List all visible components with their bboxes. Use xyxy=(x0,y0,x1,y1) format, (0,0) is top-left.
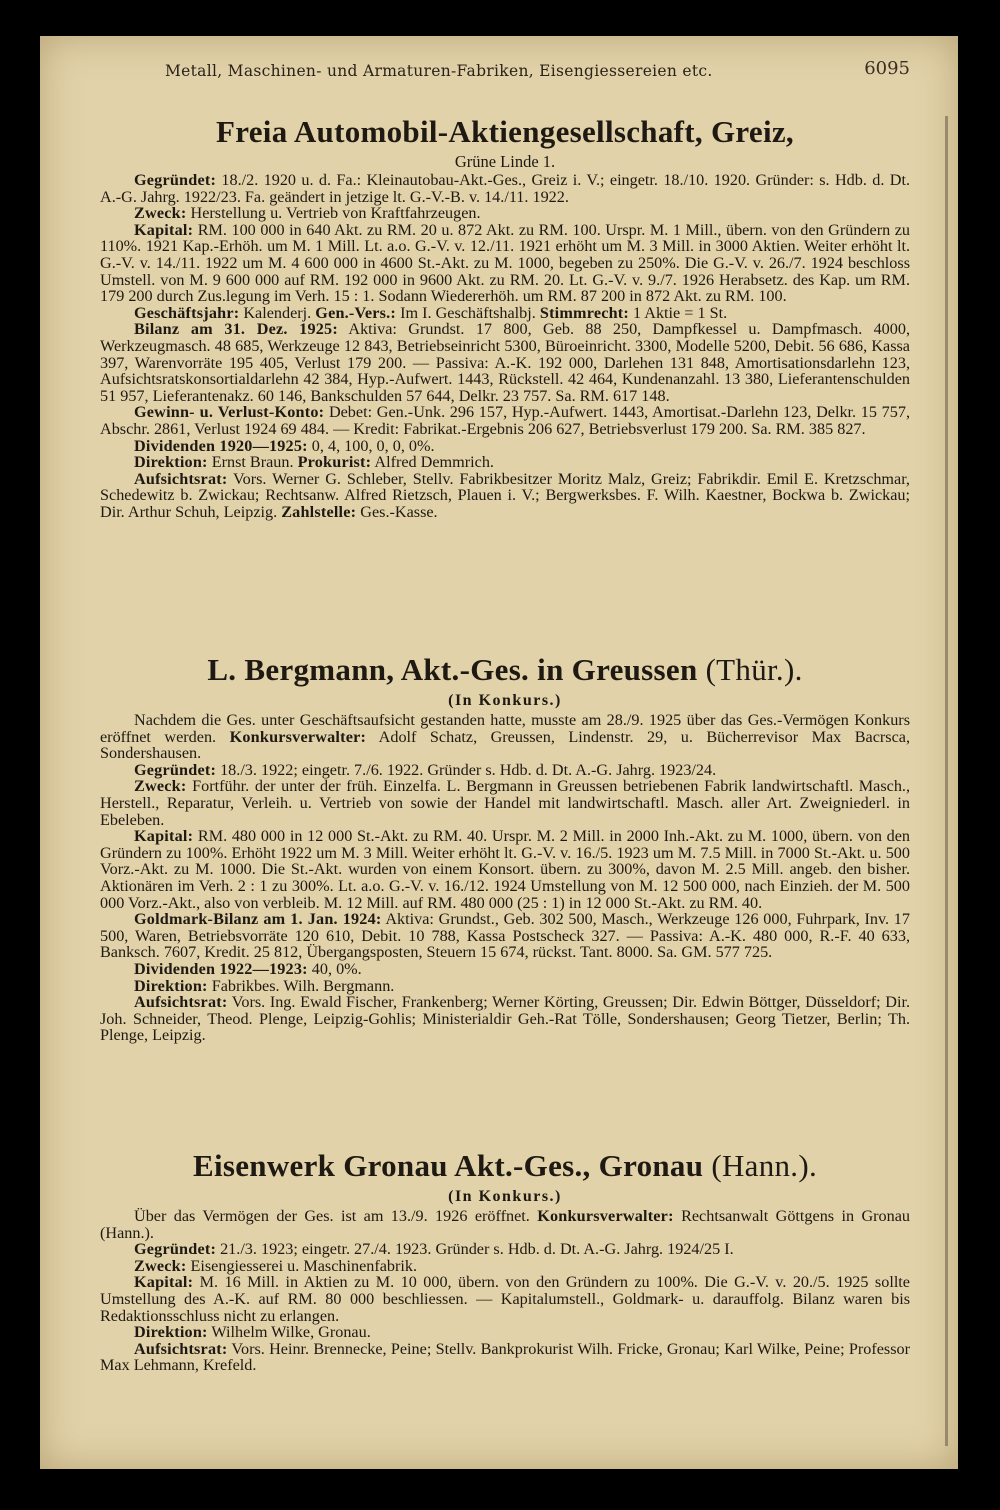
text: Aktiva: Grundst. 17 800, Geb. 88 250, Dampfkessel u. Dampfmasch. 4000, Werkzeugmasch. 48 685, Werkzeuge 12 843, Betriebseinricht 5300, Büroeinricht. 3300, Modelle 5200, Debit. 56 686, Kassa 397, Warenvorräte 195 405, Verlust 179 200. — Passiva: A.-K. 192 000, Darlehen 131 848, Amortisationsdarlehn 123, Aufsichtsratskonsortialdarlehn 42 384, Hyp.-Aufwert. 1443, Rückstell. 42 464, Kundenanzahl. 13 380, Lieferantenschulden 51 957, Lieferantenakz. 60 146, Bankschulden 57 644, Delkr. 23 757. Sa. RM. 617 148. xyxy=(100,320,911,405)
label: Aufsichtsrat: xyxy=(134,469,228,488)
text: 18./3. 1922; eingetr. 7./6. 1922. Gründer s. Hdb. d. Dt. A.-G. Jahrg. 1923/24. xyxy=(220,760,717,779)
section-direktion xyxy=(100,1324,910,1341)
label: Zweck: xyxy=(134,777,187,796)
text: 40, 0%. xyxy=(311,959,362,978)
section-kapital xyxy=(100,222,910,305)
text: Ernst Braun. xyxy=(211,453,294,472)
section-dividenden xyxy=(100,438,910,455)
section-zweck xyxy=(100,1258,910,1275)
label: Kapital: xyxy=(134,220,194,239)
section-geschaeftsjahr xyxy=(100,305,910,322)
section-intro xyxy=(100,712,910,762)
section-direktion xyxy=(100,978,910,995)
label: Gegründet: xyxy=(134,760,217,779)
margin-rule xyxy=(945,116,948,1446)
company-region: (Hann.). xyxy=(711,1148,818,1183)
label: Gegründet: xyxy=(134,171,217,189)
text: 0, 4, 100, 0, 0, 0%. xyxy=(311,436,435,455)
company-address: Grüne Linde 1. xyxy=(454,152,556,171)
text: Herstellung u. Vertrieb von Kraftfahrzeugen. xyxy=(190,204,481,223)
label: Konkursverwalter: xyxy=(537,1207,674,1225)
label: Geschäftsjahr: xyxy=(134,303,240,322)
section-gewinn-verlust xyxy=(100,404,910,437)
text: Vors. Ing. Ewald Fischer, Frankenberg; Werner Körting, Greussen; Dir. Edwin Böttger, Düsseldorf; Dir. Joh. Schneider, Theod. Plenge, Leipzig-Gohlis; Ministerialdir Geh.-Rat Tölle, Sondershausen; Georg Tietzer, Berlin; Th. Plenge, Leipzig. xyxy=(100,993,910,1045)
text: RM. 480 000 in 12 000 St.-Akt. zu RM. 40. Urspr. M. 2 Mill. in 2000 Inh.-Akt. zu M. 1000, übern. von den Gründern zu 100%. Erhöht 1922 um M. 3 Mill. Weiter erhöht lt. G.-V. v. 16./5. 1923 um M. 7.5 Mill. in 7000 St.-Akt. u. 500 Vorz.-Akt. zu M. 1000. Die St.-Akt. wurden von einem Konsort. übern. zu 300%, davon M. 2.5 Mill. angeb. den bisher. Aktionären im Verh. 2 : 1 zu 300%. Lt. a.o. G.-V. v. 16./12. 1924 Umstellung von M. 12 500 000, nach Einzieh. der M. 500 000 Vorz.-Akt., also von verbleib. M. 12 Mill. auf RM. 480 000 (25 : 1) in 12 000 St.-Akt. zu RM. 40. xyxy=(100,827,910,912)
section-gegruendet xyxy=(100,762,910,779)
page-number: 6095 xyxy=(864,58,910,79)
label: Direktion: xyxy=(134,1323,208,1342)
text: Vors. Heinr. Brennecke, Peine; Stellv. Bankprokurist Wilh. Fricke, Gronau; Karl Wilke, Peine; Professor Max Lehmann, Krefeld. xyxy=(100,1339,910,1375)
label: Zweck: xyxy=(134,204,187,223)
section-aufsichtsrat xyxy=(100,1341,910,1374)
text: 1 Aktie = 1 St. xyxy=(633,303,728,322)
section-bilanz xyxy=(100,321,910,404)
company-title: Freia Automobil-Aktiengesellschaft, Greiz, xyxy=(216,114,794,149)
text: Vors. Werner G. Schleber, Stellv. Fabrikbesitzer Moritz Malz, Greiz; Fabrikdir. Emil E. Kretzschmar, Schedewitz b. Zwickau; Rechtsanw. Alfred Rietzsch, Plauen i. V.; Bergwerksbes. F. Wilh. Kaestner, Bockwa b. Zwickau; Dir. Arthur Schuh, Leipzig. xyxy=(100,469,910,521)
label: Goldmark-Bilanz am 1. Jan. 1924: xyxy=(134,910,382,929)
label: Bilanz am 31. Dez. 1925: xyxy=(134,320,338,339)
text: M. 16 Mill. in Aktien zu M. 10 000, übern. von den Gründern zu 100%. Die G.-V. v. 20./5. 1925 sollte Umstellung des A.-K. auf RM. 80 000 beschliessen. — Kapitalumstell., Goldmark- u. darauffolg. Bilanz waren bis Redaktionsschluss nicht zu erlangen. xyxy=(100,1273,910,1325)
company-name: L. Bergmann, Akt.-Ges. in Greussen xyxy=(207,652,698,687)
company-entry-freia xyxy=(100,114,910,520)
label: Gen.-Vers.: xyxy=(315,303,397,322)
label: Direktion: xyxy=(134,976,208,995)
document-page xyxy=(40,36,958,1469)
label: Dividenden 1920—1925: xyxy=(134,436,308,455)
label: Zahlstelle: xyxy=(281,502,357,521)
text: 18./2. 1920 u. d. Fa.: Kleinautobau-Akt.-Ges., Greiz i. V.; eingetr. 18./10. 1920. Gründer: s. Hdb. d. Dt. A.-G. Jahrg. 1922/23. Fa. geändert in jetzige lt. G.-V.-B. v. 14./11. 1922. xyxy=(100,171,910,206)
label: Konkursverwalter: xyxy=(229,727,367,746)
company-title xyxy=(100,1148,910,1184)
section-bilanz xyxy=(100,911,910,961)
section-kapital xyxy=(100,828,910,911)
label: Kapital: xyxy=(134,827,194,846)
section-gegruendet xyxy=(100,1241,910,1258)
text: Im I. Geschäftshalbj. xyxy=(400,303,536,322)
text: Eisengiesserei u. Maschinenfabrik. xyxy=(190,1256,418,1275)
label: Kapital: xyxy=(134,1273,194,1292)
company-title xyxy=(100,652,910,688)
section-kapital xyxy=(100,1274,910,1324)
text: Kalenderj. xyxy=(243,303,312,322)
section-aufsichtsrat xyxy=(100,994,910,1044)
label: Gewinn- u. Verlust-Konto: xyxy=(134,403,325,422)
section-aufsichtsrat xyxy=(100,471,910,521)
company-name: Eisenwerk Gronau Akt.-Ges., Gronau xyxy=(192,1148,704,1183)
label: Dividenden 1922—1923: xyxy=(134,959,308,978)
label: Direktion: xyxy=(134,453,208,472)
section-dividenden xyxy=(100,961,910,978)
text: Fabrikbes. Wilh. Bergmann. xyxy=(211,976,395,995)
text: Wilhelm Wilke, Gronau. xyxy=(211,1323,371,1342)
text: Rechtsanwalt Göttgens in Gronau (Hann.). xyxy=(100,1207,911,1242)
company-entry-bergmann xyxy=(100,652,910,1044)
text: Nachdem die Ges. unter Geschäftsaufsicht gestanden hatte, musste am 28./9. 1925 über das Ges.-Vermögen Konkurs eröffnet werden. xyxy=(100,711,910,746)
section-direktion xyxy=(100,454,910,471)
company-entry-gronau xyxy=(100,1148,910,1374)
text: Aktiva: Grundst., Geb. 302 500, Masch., Werkzeuge 126 000, Fuhrpark, Inv. 17 500, Waren, Betriebsvorräte 120 610, Debit. 10 788, Kassa Postscheck 327. — Passiva: A.-K. 480 000, R.-F. 40 633, Banksch. 7607, Kredit. 25 812, Übergangsposten, Steuern 15 674, rückst. Tant. 8000. Sa. GM. 577 725. xyxy=(100,910,910,962)
section-intro xyxy=(100,1208,910,1241)
text: Über das Vermögen der Ges. ist am 13./9. 1926 eröffnet. xyxy=(134,1207,530,1225)
text: RM. 100 000 in 640 Akt. zu RM. 20 u. 872 Akt. zu RM. 100. Urspr. M. 1 Mill., übern. von den Gründern zu 110%. 1921 Kap.-Erhöh. um M. 1 Mill. Lt. a.o. G.-V. v. 12./11. 1921 erhöht um M. 3 Mill. in 3000 Aktien. Weiter erhöht lt. G.-V. v. 14./11. 1922 um M. 4 600 000 in 4600 St.-Akt. zu M. 1000, begeben zu 250%. Die G.-V. v. 26./7. 1924 beschloss Umstell. von M. 9 600 000 auf RM. 192 000 in 9600 Akt. zu RM. 20. Lt. G.-V. v. 9./7. 1926 Herabsetz. des Kap. um RM. 179 200 durch Zus.legung im Verh. 15 : 1. Sodann Wiedererhöh. um RM. 87 200 in 872 Akt. zu RM. 100. xyxy=(100,220,910,306)
section-zweck xyxy=(100,778,910,828)
text: Alfred Demmrich. xyxy=(374,453,494,472)
label: Aufsichtsrat: xyxy=(134,993,228,1012)
company-status: (In Konkurs.) xyxy=(448,1188,562,1205)
text: Adolf Schatz, Greussen, Lindenstr. 29, u. Bücherrevisor Max Bacrsca, Sondershausen. xyxy=(100,727,910,763)
label: Gegründet: xyxy=(134,1240,217,1259)
text: 21./3. 1923; eingetr. 27./4. 1923. Gründer s. Hdb. d. Dt. A.-G. Jahrg. 1924/25 I. xyxy=(220,1240,734,1259)
section-gegruendet xyxy=(100,172,910,205)
label: Prokurist: xyxy=(297,453,372,472)
label: Aufsichtsrat: xyxy=(134,1339,228,1358)
company-status: (In Konkurs.) xyxy=(448,692,562,709)
company-region: (Thür.). xyxy=(705,652,803,687)
text: Fortführ. der unter der früh. Einzelfa. L. Bergmann in Greussen betriebenen Fabrik landwirtschaftl. Masch., Herstell., Reparatur, Verleih. u. Vertrieb von sowie der Handel mit landwirtschaftl. Masch. aller Art. Zweigniederl. in Ebeleben. xyxy=(100,777,911,829)
section-zweck xyxy=(100,205,910,222)
text: Ges.-Kasse. xyxy=(360,502,438,521)
label: Zweck: xyxy=(134,1256,187,1275)
running-title: Metall, Maschinen- und Armaturen-Fabriken, Eisengiessereien etc. xyxy=(165,62,713,80)
text: Debet: Gen.-Unk. 296 157, Hyp.-Aufwert. 1443, Amortisat.-Darlehn 123, Delkr. 15 757, Abschr. 2861, Verlust 1924 69 484. — Kredit: Fabrikat.-Ergebnis 206 627, Betriebsverlust 179 200. Sa. RM. 385 827. xyxy=(100,403,910,438)
label: Stimmrecht: xyxy=(539,303,629,322)
